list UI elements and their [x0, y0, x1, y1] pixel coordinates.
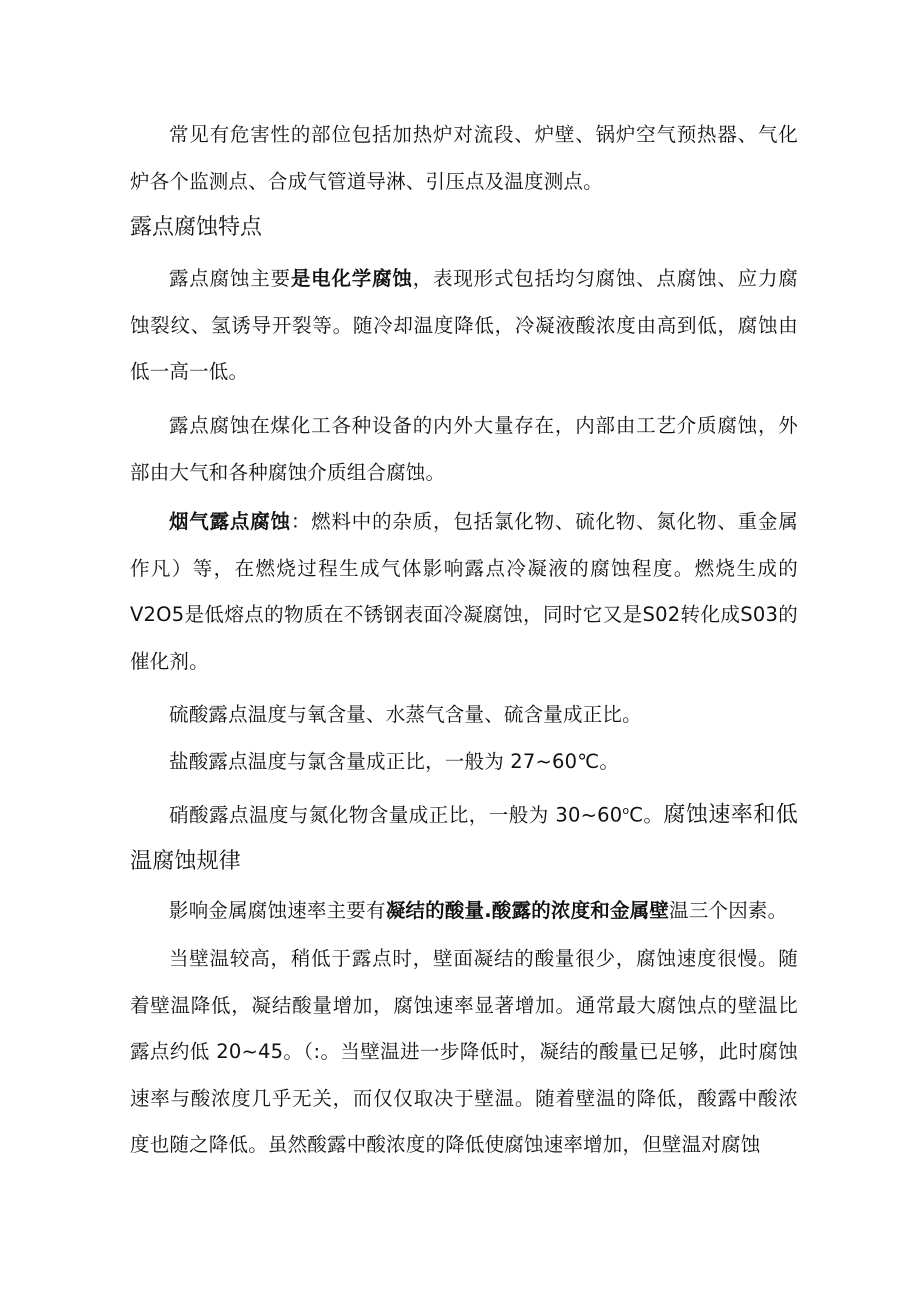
bold-term: 烟气露点腐蚀: [169, 510, 291, 533]
text-segment: 硝酸露点温度与氮化物含量成正比，一般为 30~60: [169, 803, 623, 827]
text-segment: ：燃料中的杂质，包括氯化物、硫化物、氮化物、重金属作凡）等，在燃烧过程生成气体影响露点冷凝液的腐蚀程度。燃烧生成的V2O5是低熔点的物质在不锈钢表面冷凝腐蚀，同时它又是S02转化成S03的催化剂。: [130, 510, 798, 673]
paragraph-corrosion-factors: [130, 888, 798, 935]
text-segment: 露点腐蚀主要: [169, 267, 291, 290]
text-segment: 影响金属腐蚀速率主要有: [169, 899, 386, 922]
paragraph-hydrochloric-acid: 盐酸露点温度与氯含量成正比，一般为 27~60℃。: [169, 750, 620, 773]
paragraph-flue-gas: [130, 499, 798, 685]
paragraph-nitric-acid: [130, 788, 798, 886]
paragraph-dewpoint-electrochemical: [130, 256, 798, 396]
section-heading-corrosion-rate: 腐蚀速率和低温腐蚀规律: [130, 802, 798, 874]
section-heading-dewpoint-features: 露点腐蚀特点: [130, 215, 263, 240]
paragraph-sulfuric-acid: 硫酸露点温度与氧含量、水蒸气含量、硫含量成正比。: [169, 703, 642, 726]
bold-term: 是电化学腐蚀: [290, 267, 413, 290]
paragraph-hazard-locations: 常见有危害性的部位包括加热炉对流段、炉壁、锅炉空气预热器、气化炉各个监测点、合成气管道导淋、引压点及温度测点。: [130, 123, 798, 193]
text-segment: ，表现形式包括均匀腐蚀、点腐蚀、应力腐蚀裂纹、氢诱导开裂等。随冷却温度降低，冷凝液酸浓度由高到低，腐蚀由低一高一低。: [130, 267, 798, 383]
text-segment: 温三个因素。: [669, 899, 788, 922]
text-segment: C。: [629, 803, 664, 827]
bold-term: 凝结的酸量.酸露的浓度和金属壁: [385, 899, 670, 922]
paragraph-coal-chemical: 露点腐蚀在煤化工各种设备的内外大量存在，内部由工艺介质腐蚀，外部由大气和各种腐蚀介质组合腐蚀。: [130, 414, 798, 484]
degree-mark: o: [622, 804, 630, 817]
paragraph-wall-temperature: 当壁温较高，稍低于露点时，壁面凝结的酸量很少，腐蚀速度很慢。随着壁温降低，凝结酸量增加，腐蚀速率显著增加。通常最大腐蚀点的壁温比露点约低 20~45。（:。当壁温进一步降低时，凝结的酸量已足够，此时腐蚀速率与酸浓度几乎无关，而仅仅取决于壁温。随着壁温的降低，酸露中酸浓度也随之降低。虽然酸露中酸浓度的降低使腐蚀速率增加，但壁温对腐蚀: [130, 947, 798, 1156]
